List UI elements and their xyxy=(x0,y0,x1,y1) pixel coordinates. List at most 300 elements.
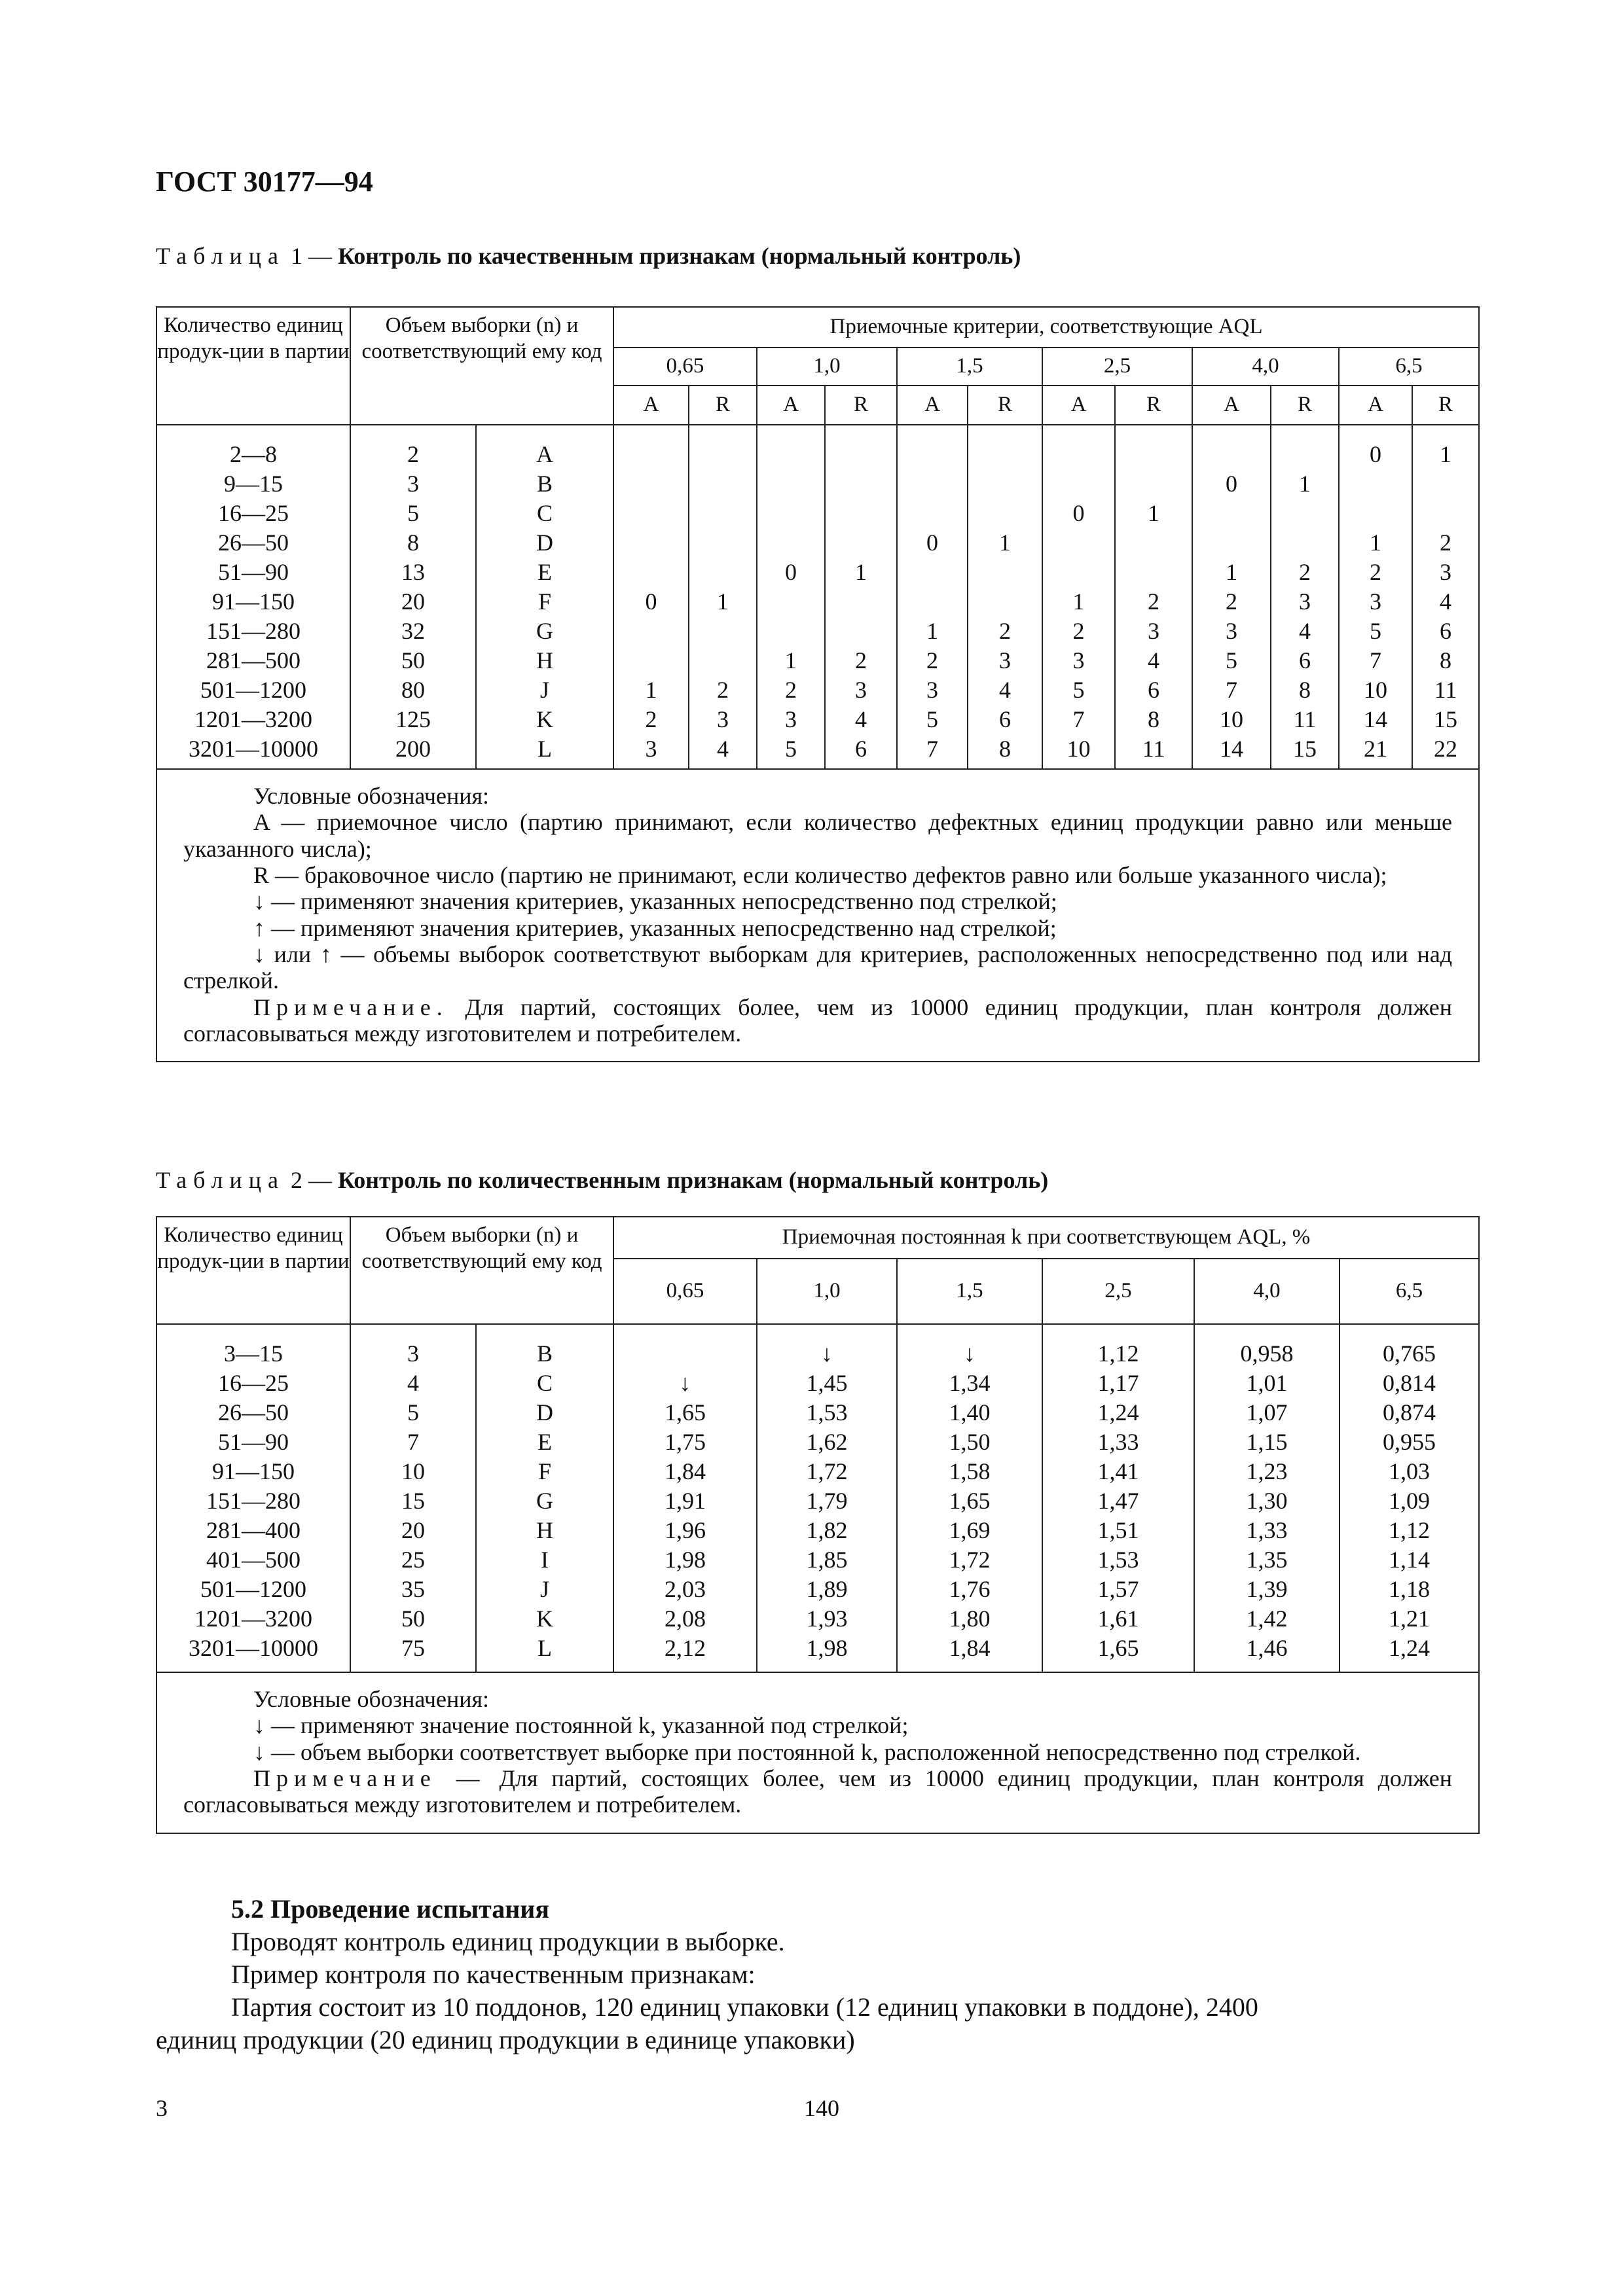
table-cell: 151—280 xyxy=(206,1488,301,1514)
table-cell: 1,53 xyxy=(1097,1547,1139,1573)
table-cell xyxy=(1193,528,1270,558)
table-cell: 1,72 xyxy=(806,1458,848,1484)
table-cell: 7 xyxy=(1370,647,1381,673)
table-cell: D xyxy=(536,529,553,556)
table1-aql-0: 0,65 xyxy=(613,348,757,386)
table-cell: 2 xyxy=(1370,559,1381,585)
table-cell: 91—150 xyxy=(212,588,295,615)
table-cell: 21 xyxy=(1364,736,1387,762)
table1-caption-num: 1 — xyxy=(284,243,332,269)
table-cell: 1,46 xyxy=(1246,1635,1288,1661)
table-cell: 1,45 xyxy=(806,1370,848,1396)
table-cell xyxy=(614,469,688,499)
table-cell xyxy=(1271,499,1338,528)
table-cell: 1 xyxy=(1072,588,1085,615)
table-cell: 1,42 xyxy=(1246,1605,1288,1632)
table-cell: 2,08 xyxy=(665,1605,706,1632)
table-cell: 35 xyxy=(401,1576,425,1602)
table2-note xyxy=(183,1765,1452,1818)
table2-caption xyxy=(156,1166,1048,1194)
table-cell: 3—15 xyxy=(224,1340,283,1367)
table-cell: B xyxy=(536,471,553,497)
table-cell: 2 xyxy=(785,677,797,703)
table-cell: 200 xyxy=(395,736,431,762)
table-cell: 1,84 xyxy=(949,1635,991,1661)
table-cell: 10 xyxy=(1220,706,1243,732)
table-cell: 5 xyxy=(1072,677,1085,703)
table-cell xyxy=(1043,469,1114,499)
table-cell: 1 xyxy=(855,559,867,585)
table1-col-6 xyxy=(1042,425,1115,769)
table-cell: 50 xyxy=(401,647,425,673)
table-cell: 1 xyxy=(1440,441,1452,467)
table2-body-row xyxy=(156,1324,1479,1672)
table2-note-down2: ↓ — объем выборки соответствует выборке при постоянной k, расположенной непосредственно под стрелкой. xyxy=(253,1738,1361,1765)
table-cell xyxy=(614,528,688,558)
table-cell: 75 xyxy=(401,1635,425,1661)
table2-code-col xyxy=(476,1324,613,1672)
table1-r-head-3: R xyxy=(1115,386,1192,425)
table-cell: 1,82 xyxy=(806,1517,848,1543)
table-cell: L xyxy=(538,736,552,762)
table-cell: 10 xyxy=(401,1458,425,1484)
table1-col-9 xyxy=(1271,425,1339,769)
table-cell xyxy=(826,617,896,646)
section-p3b: единиц продукции (20 единиц продукции в единице упаковки) xyxy=(156,2025,855,2054)
table-cell: 14 xyxy=(1364,706,1387,732)
table-cell: 1,40 xyxy=(949,1399,991,1426)
table-cell xyxy=(689,499,756,528)
table2-head-const: Приемочная постоянная k при соответствующем AQL, % xyxy=(613,1217,1479,1259)
table-cell: 0,958 xyxy=(1240,1340,1294,1367)
table1-note-label: Примечание. xyxy=(253,994,448,1020)
table-cell: 1,53 xyxy=(806,1399,848,1426)
table-cell: 1,47 xyxy=(1097,1488,1139,1514)
table-cell xyxy=(1116,558,1192,587)
table-cell: 2 xyxy=(1440,529,1452,556)
table-cell: 20 xyxy=(401,588,425,615)
table-cell xyxy=(898,499,967,528)
table-cell: 32 xyxy=(401,618,425,644)
table-cell: 1,57 xyxy=(1097,1576,1139,1602)
table-cell: L xyxy=(538,1635,552,1661)
table-cell xyxy=(968,440,1042,469)
table-cell: F xyxy=(538,588,552,615)
table-cell: 0,765 xyxy=(1383,1340,1436,1367)
table-cell: 1,30 xyxy=(1246,1488,1288,1514)
table-cell: 2—8 xyxy=(230,441,277,467)
table1-aql-3: 2,5 xyxy=(1042,348,1192,386)
table-cell: 1,75 xyxy=(665,1429,706,1455)
section-heading: 5.2 Проведение испытания xyxy=(231,1894,549,1924)
table-cell: 6 xyxy=(1299,647,1311,673)
table-cell: 1,72 xyxy=(949,1547,991,1573)
table-cell: 4 xyxy=(407,1370,419,1396)
section-p1: Проводят контроль единиц продукции в выборке. xyxy=(231,1927,785,1956)
table1-col-10 xyxy=(1339,425,1412,769)
table2-note-text: Для партий, состоящих более, чем из 10000 единиц продукции, план контроля должен согласовываться между изготовителем и потребителем. xyxy=(183,1765,1453,1818)
table-cell: 0 xyxy=(1072,500,1085,526)
table-cell: 1,39 xyxy=(1246,1576,1288,1602)
table-cell xyxy=(1043,528,1114,558)
table1-notes xyxy=(156,769,1479,1062)
table-cell: G xyxy=(536,1488,553,1514)
table-cell: 4 xyxy=(1148,647,1159,673)
table-cell: 1,33 xyxy=(1097,1429,1139,1455)
table-cell: 6 xyxy=(855,736,867,762)
table1-body-row xyxy=(156,425,1479,769)
table1-head-qty: Количество единиц продук-ции в партии xyxy=(156,307,350,425)
table-cell: 1,24 xyxy=(1097,1399,1139,1426)
table-cell: 1 xyxy=(785,647,797,673)
table-cell: 1,23 xyxy=(1246,1458,1288,1484)
table2-lots-col xyxy=(156,1324,350,1672)
table-cell: 1,85 xyxy=(806,1547,848,1573)
table-cell: 3 xyxy=(407,471,419,497)
table2-notes-heading: Условные обозначения: xyxy=(253,1686,490,1712)
table-cell: 2 xyxy=(1148,588,1159,615)
table-cell: 5 xyxy=(407,1399,419,1426)
table-cell: 1 xyxy=(717,588,729,615)
table-cell: 1,84 xyxy=(665,1458,706,1484)
table1-col-8 xyxy=(1192,425,1271,769)
table-cell: 2 xyxy=(1299,559,1311,585)
table-cell: 2,12 xyxy=(665,1635,706,1661)
table-cell: 1,69 xyxy=(949,1517,991,1543)
table1-r-head-0: R xyxy=(689,386,757,425)
table1-col-11 xyxy=(1412,425,1479,769)
table-cell xyxy=(757,587,824,617)
table-cell: 10 xyxy=(1364,677,1387,703)
table-cell: 6 xyxy=(999,706,1011,732)
table1-aql-5: 6,5 xyxy=(1339,348,1479,386)
table-cell: 26—50 xyxy=(218,529,289,556)
document-title: ГОСТ 30177—94 xyxy=(156,166,373,198)
page-center-number: 140 xyxy=(804,2095,839,2121)
table-cell: 0 xyxy=(645,588,657,615)
table-cell: 2 xyxy=(645,706,657,732)
table-cell: 20 xyxy=(401,1517,425,1543)
table1-col-5 xyxy=(968,425,1042,769)
table-cell xyxy=(757,469,824,499)
table-cell: 3 xyxy=(1148,618,1159,644)
table1-caption-prefix: Таблица xyxy=(156,243,285,269)
table-cell xyxy=(757,440,824,469)
table-cell: 1,79 xyxy=(806,1488,848,1514)
table-cell xyxy=(968,587,1042,617)
table-cell: J xyxy=(539,677,549,703)
table-cell: 3 xyxy=(855,677,867,703)
table-cell xyxy=(689,558,756,587)
table2-caption-title: Контроль по количественным признакам (нормальный контроль) xyxy=(337,1167,1049,1193)
table2-col-2 xyxy=(897,1324,1042,1672)
table-cell xyxy=(826,499,896,528)
table-cell xyxy=(1271,528,1338,558)
table-cell: 51—90 xyxy=(218,559,289,585)
table-cell: K xyxy=(536,706,553,732)
table-cell: 22 xyxy=(1434,736,1458,762)
table-cell: 401—500 xyxy=(206,1547,301,1573)
table-cell: H xyxy=(536,647,553,673)
table1-head-sample: Объем выборки (n) и соответствующий ему код xyxy=(350,307,613,425)
table-cell xyxy=(1271,440,1338,469)
table1-aql-4: 4,0 xyxy=(1192,348,1339,386)
table-cell xyxy=(1193,499,1270,528)
table2-caption-prefix: Таблица xyxy=(156,1167,285,1193)
table-cell: 1201—3200 xyxy=(194,1605,312,1632)
table-cell: ↓ xyxy=(679,1370,691,1396)
table1-aql-2: 1,5 xyxy=(897,348,1042,386)
table-cell: 3 xyxy=(407,1340,419,1367)
table-cell: 1,65 xyxy=(665,1399,706,1426)
table-cell: C xyxy=(536,1370,553,1396)
table1 xyxy=(156,306,1480,1062)
table-cell: 1,07 xyxy=(1246,1399,1288,1426)
table-cell xyxy=(614,558,688,587)
table-cell xyxy=(689,440,756,469)
table-cell: 4 xyxy=(1440,588,1452,615)
table2-aql-1: 1,0 xyxy=(757,1259,897,1324)
table-cell: 25 xyxy=(401,1547,425,1573)
table-cell: J xyxy=(539,1576,549,1602)
table-cell: 1 xyxy=(1370,529,1381,556)
table-cell xyxy=(614,1339,756,1369)
table-cell: 1,15 xyxy=(1246,1429,1288,1455)
table-cell: 7 xyxy=(926,736,938,762)
table1-a-head-0: A xyxy=(613,386,689,425)
table-cell: 1,18 xyxy=(1389,1576,1431,1602)
table-cell: 11 xyxy=(1293,706,1317,732)
table2-notes xyxy=(156,1672,1479,1833)
table-cell: 4 xyxy=(1299,618,1311,644)
table2-aql-5: 6,5 xyxy=(1340,1259,1479,1324)
table-cell: 1,35 xyxy=(1246,1547,1288,1573)
table-cell: 11 xyxy=(1142,736,1165,762)
table-cell xyxy=(1043,558,1114,587)
table1-lots-col xyxy=(156,425,350,769)
table1-head-criteria: Приемочные критерии, соответствующие AQL xyxy=(613,307,1479,348)
table1-note-text: Для партий, состоящих более, чем из 10000 единиц продукции, план контроля должен согласовываться между изготовителем и потребителем. xyxy=(183,994,1453,1047)
table-cell: 6 xyxy=(1440,618,1452,644)
table-cell: 1,51 xyxy=(1097,1517,1139,1543)
table-cell: 2 xyxy=(1226,588,1237,615)
table2-aql-4: 4,0 xyxy=(1194,1259,1340,1324)
table-cell: 1,12 xyxy=(1097,1340,1139,1367)
table-cell: 1,61 xyxy=(1097,1605,1139,1632)
table1-code-col xyxy=(476,425,613,769)
table-cell xyxy=(1193,440,1270,469)
table-cell xyxy=(1413,499,1478,528)
table-cell: 1,76 xyxy=(949,1576,991,1602)
table2 xyxy=(156,1216,1480,1834)
table-cell xyxy=(757,499,824,528)
table1-a-head-1: A xyxy=(757,386,825,425)
table-cell xyxy=(968,558,1042,587)
table-cell xyxy=(1340,499,1412,528)
table-cell: K xyxy=(536,1605,553,1632)
table-cell: C xyxy=(536,500,553,526)
table-cell: 14 xyxy=(1220,736,1243,762)
table-cell: 1,24 xyxy=(1389,1635,1431,1661)
table-cell xyxy=(898,440,967,469)
table-cell xyxy=(826,440,896,469)
table-cell: 1,34 xyxy=(949,1370,991,1396)
table-cell: 3 xyxy=(645,736,657,762)
table-cell: 1 xyxy=(926,618,938,644)
table-cell: 1,41 xyxy=(1097,1458,1139,1484)
table2-col-3 xyxy=(1042,1324,1194,1672)
table1-a-head-4: A xyxy=(1192,386,1271,425)
table-cell: 9—15 xyxy=(224,471,283,497)
table-cell: 1 xyxy=(1226,559,1237,585)
table1-col-3 xyxy=(825,425,897,769)
table-cell: 501—1200 xyxy=(200,1576,306,1602)
table-cell: 1,03 xyxy=(1389,1458,1431,1484)
table-cell: 1,65 xyxy=(1097,1635,1139,1661)
table-cell: 1,80 xyxy=(949,1605,991,1632)
table1-n-col xyxy=(350,425,476,769)
table-cell: 3 xyxy=(1226,618,1237,644)
table1-col-2 xyxy=(757,425,825,769)
table-cell xyxy=(757,617,824,646)
table-cell: 1,09 xyxy=(1389,1488,1431,1514)
table-cell: 501—1200 xyxy=(200,677,306,703)
table-cell: 0 xyxy=(1370,441,1381,467)
section-5-2 xyxy=(231,1893,1475,2024)
table-cell: 15 xyxy=(1293,736,1317,762)
table-cell: 3 xyxy=(926,677,938,703)
table-cell: 2 xyxy=(926,647,938,673)
table-cell xyxy=(689,469,756,499)
table-cell: 3 xyxy=(999,647,1011,673)
table1-r-head-4: R xyxy=(1271,386,1339,425)
table2-col-0 xyxy=(613,1324,757,1672)
table-cell: 8 xyxy=(1440,647,1452,673)
table-cell: 281—500 xyxy=(206,647,301,673)
table-cell xyxy=(689,617,756,646)
table1-note-either: ↓ или ↑ — объемы выборок соответствуют выборкам для критериев, расположенных непосредственно под или над стрелкой. xyxy=(183,941,1453,994)
table-cell: 1 xyxy=(1148,500,1159,526)
table1-note xyxy=(183,994,1452,1047)
table1-a-head-3: A xyxy=(1042,386,1115,425)
table1-note-up: ↑ — применяют значения критериев, указанных непосредственно над стрелкой; xyxy=(253,914,1057,941)
table-cell: 5 xyxy=(785,736,797,762)
table-cell: 1,14 xyxy=(1389,1547,1431,1573)
table-cell: 1,89 xyxy=(806,1576,848,1602)
table1-r-head-1: R xyxy=(825,386,897,425)
table1-col-1 xyxy=(689,425,757,769)
table-cell: 3 xyxy=(717,706,729,732)
table-cell: 1 xyxy=(645,677,657,703)
table-cell: D xyxy=(536,1399,553,1426)
table-cell: 2 xyxy=(717,677,729,703)
table1-caption-title: Контроль по качественным признакам (нормальный контроль) xyxy=(337,243,1021,269)
table-cell xyxy=(968,499,1042,528)
table-cell: A xyxy=(536,441,553,467)
table-cell: 0 xyxy=(926,529,938,556)
table-cell: E xyxy=(538,1429,552,1455)
table-cell: G xyxy=(536,618,553,644)
table-cell: 3 xyxy=(1370,588,1381,615)
table-cell: H xyxy=(536,1517,553,1543)
table-cell: 7 xyxy=(407,1429,419,1455)
table1-r-head-5: R xyxy=(1412,386,1479,425)
table2-head-qty: Количество единиц продук-ции в партии xyxy=(156,1217,350,1324)
table-cell: 1,65 xyxy=(949,1488,991,1514)
table-cell: ↓ xyxy=(964,1340,976,1367)
table1-notes-heading: Условные обозначения: xyxy=(253,783,490,809)
table-cell: 2 xyxy=(1072,618,1085,644)
table-cell xyxy=(898,558,967,587)
table-cell xyxy=(1116,469,1192,499)
table2-aql-0: 0,65 xyxy=(613,1259,757,1324)
table-cell: 91—150 xyxy=(212,1458,295,1484)
table2-note-down1: ↓ — применяют значение постоянной k, указанной под стрелкой; xyxy=(253,1712,909,1739)
table-cell: 1,96 xyxy=(665,1517,706,1543)
table-cell: 2 xyxy=(999,618,1011,644)
table-cell: 13 xyxy=(401,559,425,585)
table-cell: 1,17 xyxy=(1097,1370,1139,1396)
table-cell: I xyxy=(541,1547,549,1573)
table-cell: 7 xyxy=(1072,706,1085,732)
table2-note-label: Примечание — xyxy=(253,1765,486,1791)
table1-note-r: R — браковочное число (партию не принимают, если количество дефектов равно или больше указанного числа); xyxy=(253,861,1387,888)
table-cell: 125 xyxy=(395,706,431,732)
table-cell: 5 xyxy=(926,706,938,732)
table-cell: 1 xyxy=(1299,471,1311,497)
table-cell: 0,955 xyxy=(1383,1429,1436,1455)
table-cell xyxy=(614,646,688,675)
page-left-number: 3 xyxy=(156,2095,168,2121)
table1-r-head-2: R xyxy=(968,386,1042,425)
table-cell: E xyxy=(538,559,552,585)
table-cell: 11 xyxy=(1434,677,1457,703)
table-cell xyxy=(689,528,756,558)
table-cell: 1,91 xyxy=(665,1488,706,1514)
table-cell xyxy=(898,587,967,617)
table-cell: 1,50 xyxy=(949,1429,991,1455)
table-cell: 1201—3200 xyxy=(194,706,312,732)
table-cell: F xyxy=(538,1458,552,1484)
table1-caption xyxy=(156,242,1021,270)
table-cell: 3 xyxy=(785,706,797,732)
section-p2: Пример контроля по качественным признакам: xyxy=(231,1960,756,1989)
table-cell: 5 xyxy=(407,500,419,526)
table-cell xyxy=(826,469,896,499)
table1-note-a: A — приемочное число (партию принимают, если количество дефектных единиц продукции равно или меньше указанного числа); xyxy=(183,809,1453,862)
table1-note-down: ↓ — применяют значения критериев, указанных непосредственно под стрелкой; xyxy=(253,888,1057,915)
table-cell: 1,12 xyxy=(1389,1517,1431,1543)
table-cell: 15 xyxy=(1434,706,1458,732)
table2-head-sample: Объем выборки (n) и соответствующий ему код xyxy=(350,1217,613,1324)
table-cell: 3201—10000 xyxy=(189,1635,318,1661)
table-cell: B xyxy=(536,1340,553,1367)
table-cell: 0,814 xyxy=(1383,1370,1436,1396)
table-cell: 5 xyxy=(1370,618,1381,644)
table-cell: 1,33 xyxy=(1246,1517,1288,1543)
table-cell: ↓ xyxy=(821,1340,833,1367)
table-cell: 3 xyxy=(1440,559,1452,585)
table-cell xyxy=(1340,469,1412,499)
table-cell: 51—90 xyxy=(218,1429,289,1455)
table-cell: 1,21 xyxy=(1389,1605,1431,1632)
table-cell: 1 xyxy=(999,529,1011,556)
table-cell: 1,62 xyxy=(806,1429,848,1455)
table1-a-head-5: A xyxy=(1339,386,1412,425)
table2-caption-num: 2 — xyxy=(284,1167,332,1193)
table-cell: 2 xyxy=(855,647,867,673)
table-cell xyxy=(757,528,824,558)
